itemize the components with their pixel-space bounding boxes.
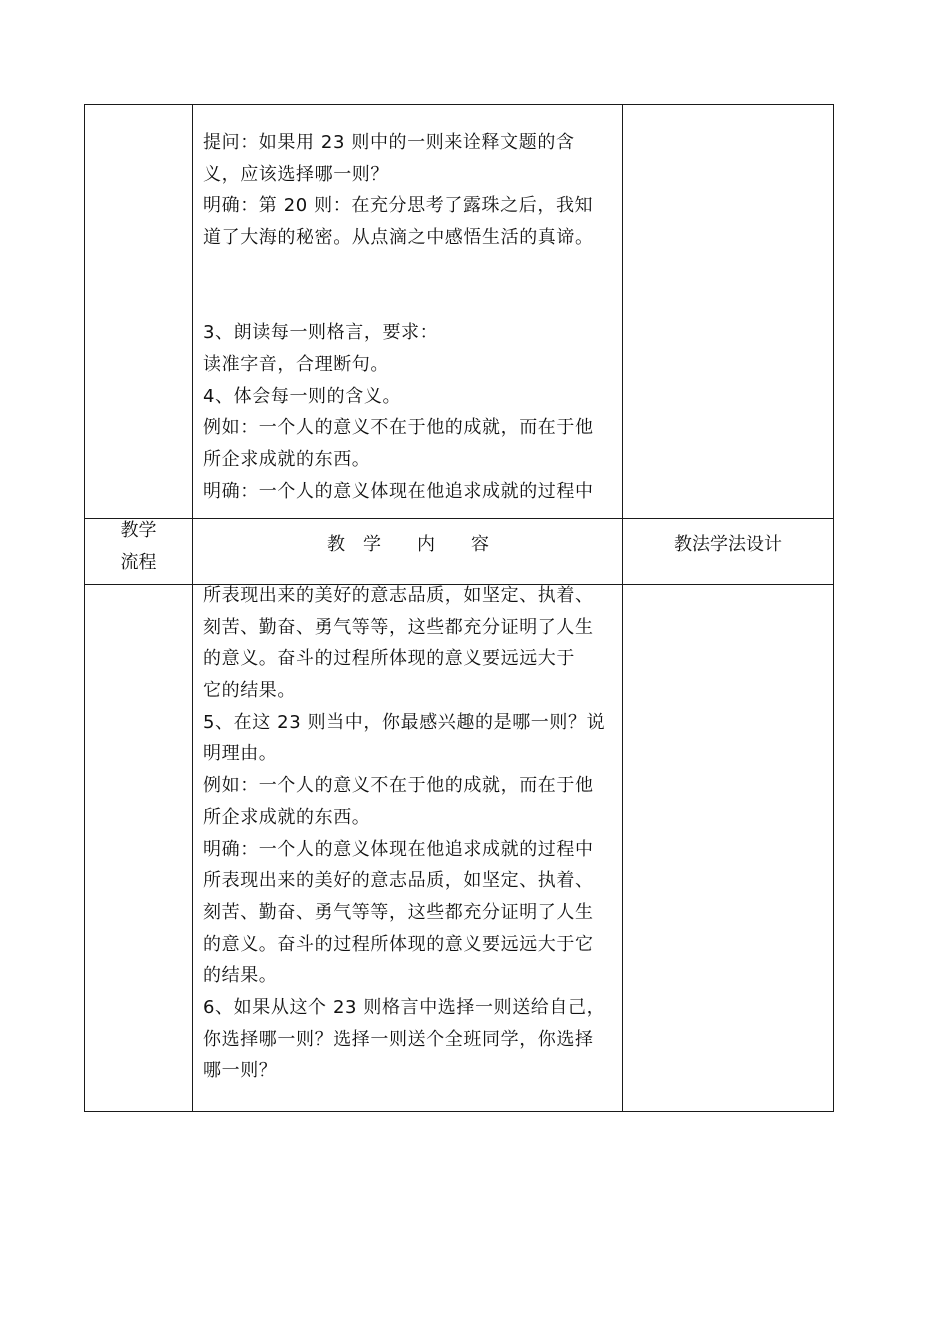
text-line: 读准字音，合理断句。 bbox=[203, 353, 389, 375]
text-line: 刻苦、勤奋、勇气等等，这些都充分证明了人生 bbox=[203, 901, 594, 923]
top-content-cell bbox=[203, 127, 615, 507]
text-line: 4、体会每一则的含义。 bbox=[203, 385, 402, 407]
text-line: 明确：第 20 则：在充分思考了露珠之后，我知 bbox=[203, 195, 594, 217]
text-line: 义，应该选择哪一则？ bbox=[203, 163, 389, 185]
header-method-design: 教法学法设计 bbox=[674, 534, 782, 555]
text-line: 所企求成就的东西。 bbox=[203, 806, 371, 828]
text-line: 明确：一个人的意义体现在他追求成就的过程中 bbox=[203, 838, 594, 860]
text-line: 明确：一个人的意义体现在他追求成就的过程中 bbox=[203, 480, 594, 502]
bottom-content-cell bbox=[203, 580, 615, 1087]
column-divider-1 bbox=[192, 104, 193, 1112]
header-flow-line1: 教学 bbox=[120, 520, 157, 541]
header-row-border-top bbox=[84, 518, 834, 519]
table-border-left bbox=[84, 104, 85, 1112]
text-line: 道了大海的秘密。从点滴之中感悟生活的真谛。 bbox=[203, 227, 594, 249]
text-line: 例如：一个人的意义不在于他的成就，而在于他 bbox=[203, 417, 594, 439]
text-line: 你选择哪一则？选择一则送个全班同学，你选择 bbox=[203, 1028, 594, 1050]
blank-line bbox=[203, 254, 615, 286]
text-line: 所表现出来的美好的意志品质，如坚定、执着、 bbox=[203, 870, 594, 892]
text-line: 5、在这 23 则当中，你最感兴趣的是哪一则？说 bbox=[203, 711, 606, 733]
column-divider-2 bbox=[622, 104, 623, 1112]
text-line: 3、朗读每一则格言，要求： bbox=[203, 322, 439, 344]
header-teaching-content: 教 学 内 容 bbox=[327, 534, 489, 555]
text-line: 例如：一个人的意义不在于他的成就，而在于他 bbox=[203, 775, 594, 797]
header-flow-line2: 流程 bbox=[120, 552, 157, 573]
table-border-bottom bbox=[84, 1111, 834, 1112]
table-border-top bbox=[84, 104, 834, 105]
text-line: 哪一则？ bbox=[203, 1060, 278, 1082]
text-line: 明理由。 bbox=[203, 743, 278, 765]
text-line: 6、如果从这个 23 则格言中选择一则送给自己， bbox=[203, 996, 606, 1018]
table-border-right bbox=[833, 104, 834, 1112]
text-line: 所企求成就的东西。 bbox=[203, 448, 371, 470]
text-line: 它的结果。 bbox=[203, 680, 296, 702]
header-teaching-flow bbox=[85, 515, 192, 579]
blank-line bbox=[203, 285, 615, 317]
text-line: 提问：如果用 23 则中的一则来诠释文题的含 bbox=[203, 132, 575, 153]
text-line: 的结果。 bbox=[203, 965, 278, 987]
text-line: 刻苦、勤奋、勇气等等，这些都充分证明了人生 bbox=[203, 616, 594, 638]
text-line: 所表现出来的美好的意志品质，如坚定、执着、 bbox=[203, 585, 594, 606]
text-line: 的意义。奋斗的过程所体现的意义要远远大于它 bbox=[203, 933, 594, 955]
text-line: 的意义。奋斗的过程所体现的意义要远远大于 bbox=[203, 648, 575, 670]
